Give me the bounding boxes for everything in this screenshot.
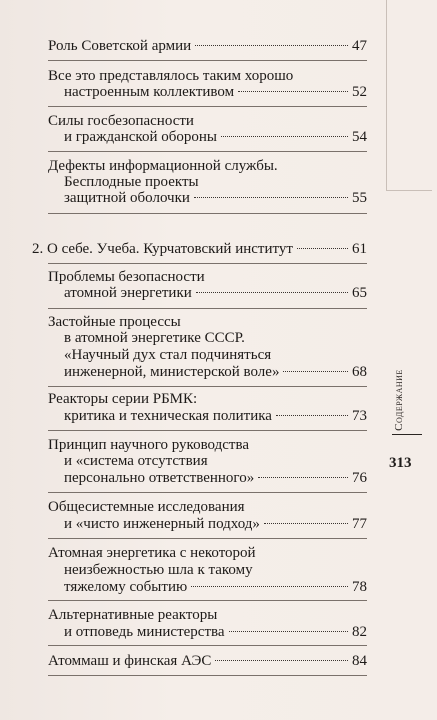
divider: [48, 263, 367, 264]
toc-entry-title-cont: тяжелому событию: [64, 579, 188, 595]
toc-entry-title-cont: в атомной энергетике СССР.: [64, 330, 245, 346]
divider: [48, 213, 367, 214]
divider: [48, 645, 367, 646]
toc-entry-title-cont: атомной энергетики: [64, 285, 192, 301]
dot-leader: [196, 292, 348, 293]
toc-entry: [64, 623, 367, 641]
toc-entry-title: Атомная энергетика с некоторой: [48, 545, 256, 561]
toc-entry: [64, 83, 367, 101]
toc-entry-title-cont: инженерной, министерской воле»: [64, 364, 280, 380]
toc-entry: [48, 37, 367, 55]
page-margin: [380, 0, 437, 720]
toc-entry-title-cont: персонально ответственного»: [64, 470, 255, 486]
toc-entry-title-cont: «Научный дух стал подчиняться: [64, 347, 272, 363]
toc-page-number: 65: [352, 285, 367, 301]
toc-page-number: 52: [352, 84, 367, 100]
toc-page-number: 68: [352, 364, 367, 380]
toc-page-number: 84: [352, 653, 367, 669]
toc-entry-title-cont: и отповедь министерства: [64, 624, 225, 640]
toc-entry: [48, 652, 367, 670]
toc-entry-title: Реакторы серии РБМК:: [48, 391, 198, 407]
divider: [48, 538, 367, 539]
toc-entry: [64, 407, 367, 425]
dot-leader: [191, 586, 348, 587]
dot-leader: [283, 371, 348, 372]
dot-leader: [229, 631, 348, 632]
toc-entry-title-cont: критика и техническая политика: [64, 408, 272, 424]
divider: [48, 492, 367, 493]
dot-leader: [238, 91, 348, 92]
toc-entry: [64, 515, 367, 533]
toc-page-number: 73: [352, 408, 367, 424]
toc-page-number: 77: [352, 516, 367, 532]
toc-entry: [64, 363, 367, 381]
toc-entry: [64, 469, 367, 487]
toc-entry-title: Проблемы безопасности: [48, 269, 205, 285]
dot-leader: [195, 45, 348, 46]
dot-leader: [264, 523, 348, 524]
toc-entry-title-cont: настроенным коллективом: [64, 84, 235, 100]
toc-page-number: 61: [352, 241, 367, 257]
toc-entry-title: Общесистемные исследования: [48, 499, 245, 515]
toc-entry: [64, 128, 367, 146]
toc-entry-title: Атоммаш и финская АЭС: [48, 653, 212, 669]
dot-leader: [258, 477, 348, 478]
divider: [392, 434, 422, 435]
dot-leader: [276, 415, 348, 416]
page-number: 313: [389, 455, 412, 471]
toc-chapter-title: 2. О себе. Учеба. Курчатовский институт: [32, 241, 293, 257]
toc-entry-title-cont: неизбежностью шла к такому: [64, 562, 253, 578]
toc-entry-title: Застойные процессы: [48, 314, 181, 330]
toc-entry-title-cont: защитной оболочки: [64, 190, 190, 206]
divider: [48, 386, 367, 387]
toc-page-number: 47: [352, 38, 367, 54]
divider: [48, 600, 367, 601]
toc-entry-title-cont: и гражданской обороны: [64, 129, 217, 145]
toc-entry: [64, 578, 367, 596]
dot-leader: [297, 248, 348, 249]
toc-entry-title-cont: и «чисто инженерный подход»: [64, 516, 260, 532]
toc-entry-title-cont: Бесплодные проекты: [64, 174, 199, 190]
toc-page-number: 78: [352, 579, 367, 595]
margin-rule: [386, 0, 387, 190]
divider: [48, 308, 367, 309]
divider: [48, 60, 367, 61]
running-header: [392, 340, 406, 460]
toc-chapter: [32, 240, 367, 258]
dot-leader: [221, 136, 348, 137]
toc-entry: [64, 284, 367, 302]
section-label: Содержание: [393, 369, 405, 431]
toc-entry-title: Все это представлялось таким хорошо: [48, 68, 294, 84]
toc-entry-title: Силы госбезопасности: [48, 113, 194, 129]
toc-entry-title: Альтернативные реакторы: [48, 607, 218, 623]
divider: [48, 151, 367, 152]
divider: [48, 106, 367, 107]
toc-page-number: 82: [352, 624, 367, 640]
toc-entry-title: Принцип научного руководства: [48, 437, 250, 453]
toc-page-number: 55: [352, 190, 367, 206]
toc-entry-title: Роль Советской армии: [48, 38, 192, 54]
toc-entry: [64, 189, 367, 207]
toc-page-number: 54: [352, 129, 367, 145]
toc-entry-title-cont: и «система отсутствия: [64, 453, 208, 469]
toc-entry-title: Дефекты информационной службы.: [48, 158, 278, 174]
margin-rule: [386, 190, 432, 191]
dot-leader: [194, 197, 348, 198]
divider: [48, 675, 367, 676]
dot-leader: [215, 660, 348, 661]
divider: [48, 430, 367, 431]
toc-page-number: 76: [352, 470, 367, 486]
